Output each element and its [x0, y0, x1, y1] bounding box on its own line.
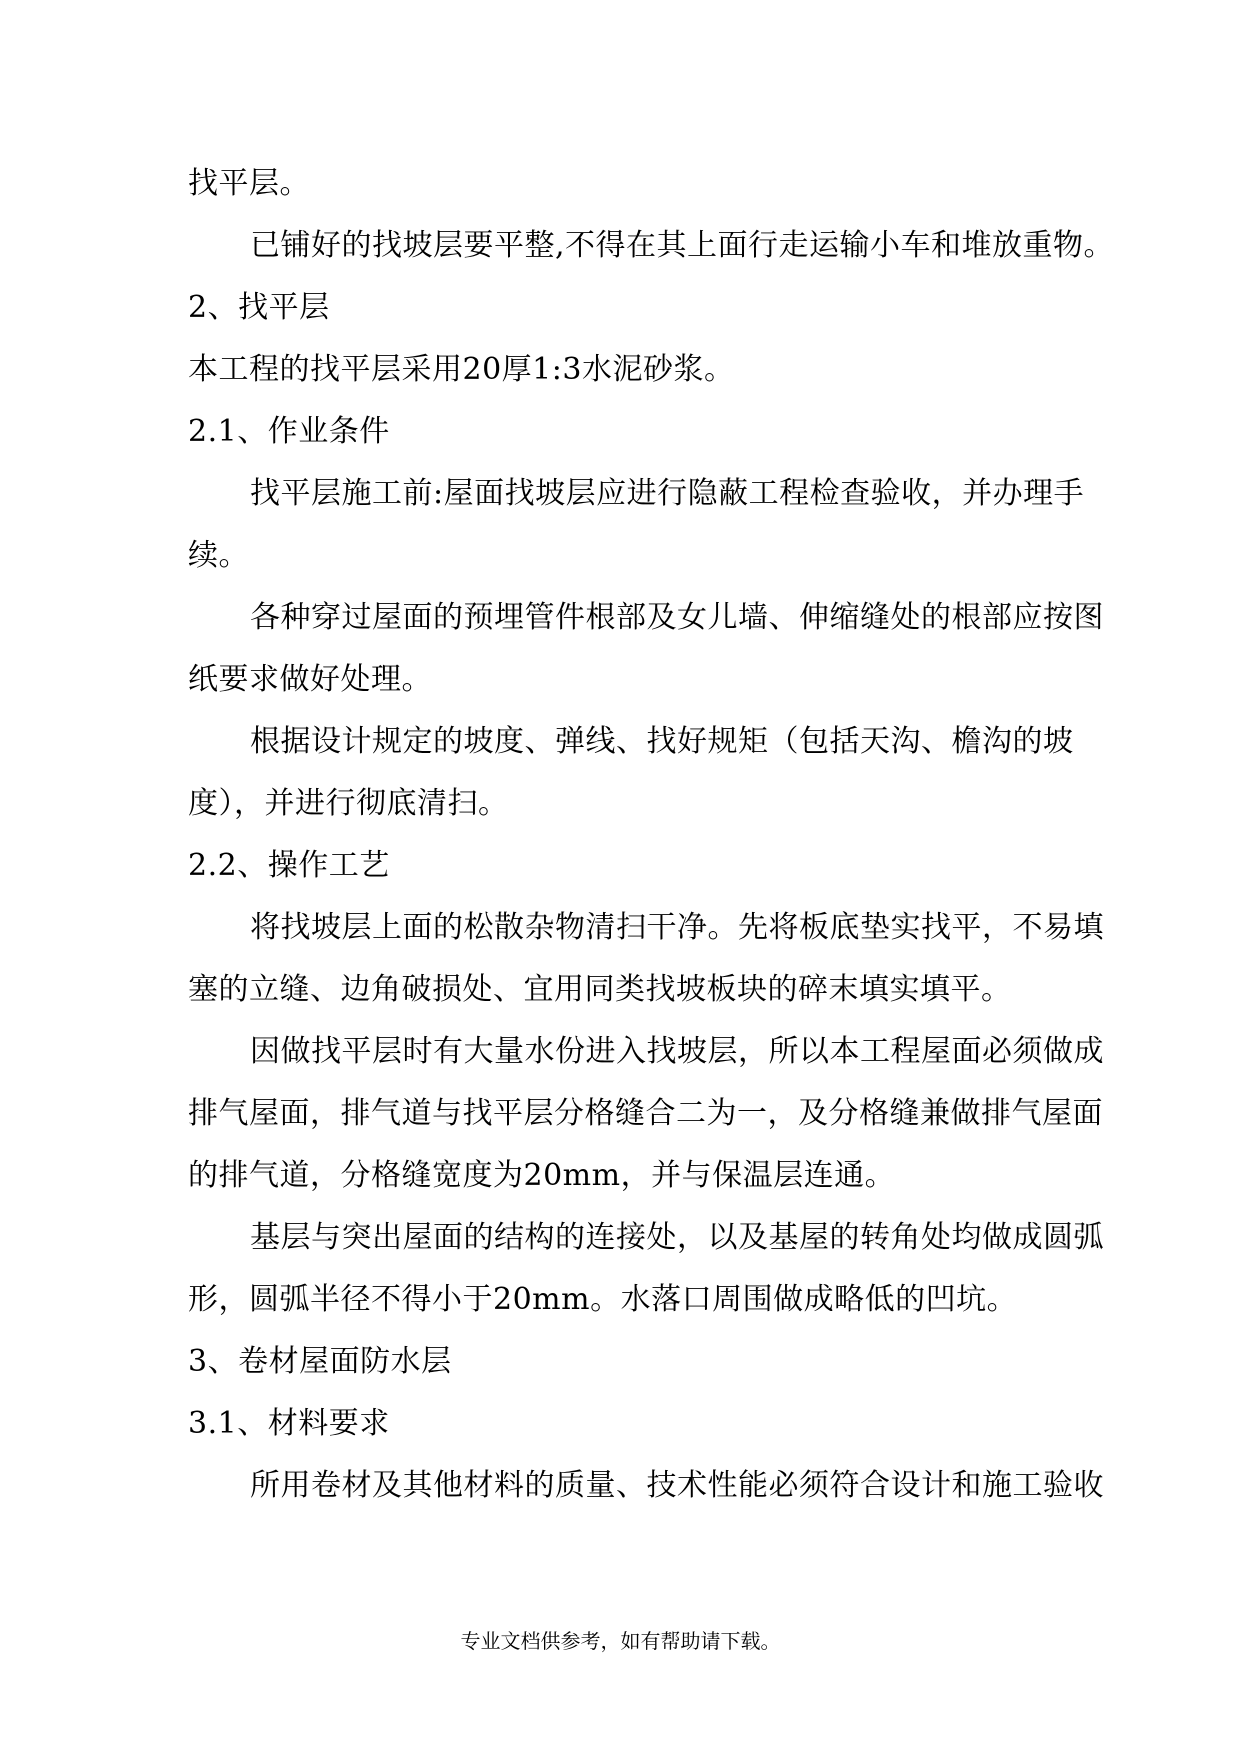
subsection-heading: 2.1、作业条件	[188, 414, 390, 449]
text-line: 排气屋面，排气道与找平层分格缝合二为一，及分格缝兼做排气屋面	[188, 1096, 1103, 1131]
section-heading: 2、找平层	[188, 290, 330, 325]
text-line: 根据设计规定的坡度、弹线、找好规矩（包括天沟、檐沟的坡	[250, 724, 1074, 759]
text-line: 本工程的找平层采用20厚1:3水泥砂浆。	[188, 352, 735, 387]
text-line: 塞的立缝、边角破损处、宜用同类找坡板块的碎末填实填平。	[188, 972, 1012, 1007]
subsection-heading: 2.2、操作工艺	[188, 848, 390, 883]
text-line: 的排气道，分格缝宽度为20mm，并与保温层连通。	[188, 1158, 896, 1193]
text-line: 纸要求做好处理。	[188, 662, 432, 697]
text-line: 基层与突出屋面的结构的连接处，以及基屋的转角处均做成圆弧	[250, 1220, 1104, 1255]
text-line: 因做找平层时有大量水份进入找坡层，所以本工程屋面必须做成	[250, 1034, 1104, 1069]
text-line: 找平层。	[188, 166, 310, 201]
section-heading: 3、卷材屋面防水层	[188, 1344, 452, 1379]
text-line: 找平层施工前:屋面找坡层应进行隐蔽工程检查验收，并办理手	[250, 476, 1085, 511]
text-line: 度），并进行彻底清扫。	[188, 786, 509, 821]
text-line: 形，圆弧半径不得小于20mm。水落口周围做成略低的凹坑。	[188, 1282, 1018, 1317]
page-footer: 专业文档供参考，如有帮助请下载。	[460, 1629, 781, 1653]
text-line: 所用卷材及其他材料的质量、技术性能必须符合设计和施工验收	[250, 1468, 1104, 1503]
text-line: 已铺好的找坡层要平整,不得在其上面行走运输小车和堆放重物。	[250, 228, 1115, 263]
subsection-heading: 3.1、材料要求	[188, 1406, 390, 1441]
text-line: 将找坡层上面的松散杂物清扫干净。先将板底垫实找平，不易填	[250, 910, 1104, 945]
text-line: 续。	[188, 538, 249, 573]
text-line: 各种穿过屋面的预埋管件根部及女儿墙、伸缩缝处的根部应按图	[250, 600, 1104, 635]
